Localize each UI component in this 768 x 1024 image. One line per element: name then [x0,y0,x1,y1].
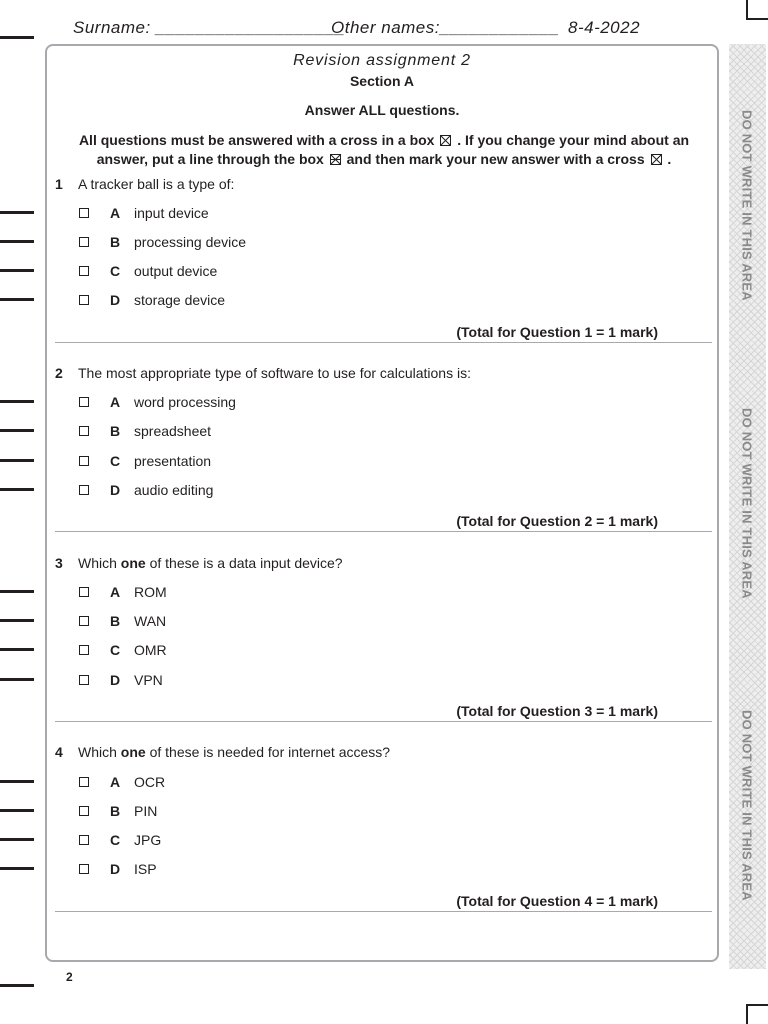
margin-tick [0,809,34,812]
margin-tick [0,240,34,243]
option-letter: B [110,803,121,819]
answer-checkbox[interactable] [79,266,89,276]
option-letter: B [110,423,121,439]
section-heading: Section A [349,73,415,89]
option-text: output device [134,263,218,279]
question-total: (Total for Question 1 = 1 mark) [456,324,658,340]
option-letter: C [110,453,121,469]
margin-tick [0,429,34,432]
candidate-header [0,18,768,42]
question-divider [55,721,712,722]
option-text: processing device [134,234,247,250]
question-number: 2 [55,365,63,381]
answer-checkbox[interactable] [79,426,89,436]
answer-checkbox[interactable] [79,645,89,655]
option-text: PIN [134,803,158,819]
option-letter: A [110,774,121,790]
margin-tick [0,838,34,841]
corner-mark [746,18,768,20]
option-text: VPN [134,672,163,688]
margin-tick [0,298,34,301]
option-letter: B [110,613,121,629]
option-text: storage device [134,292,226,308]
answer-checkbox[interactable] [79,616,89,626]
option-letter: D [110,861,121,877]
option-text: JPG [134,832,162,848]
answer-checkbox[interactable] [79,485,89,495]
instructions-text: All questions must be answered with a cross in a box [78,132,435,148]
margin-tick [0,780,34,783]
struck-crossed-box-icon [330,154,341,165]
answer-checkbox[interactable] [79,777,89,787]
option-letter: D [110,292,121,308]
option-text: presentation [134,453,212,469]
option-letter: A [110,584,121,600]
answer-checkbox[interactable] [79,295,89,305]
question-text: The most appropriate type of software to use for calculations is: [78,365,471,381]
margin-tick [0,211,34,214]
corner-mark [746,0,748,20]
question-number: 3 [55,555,63,571]
option-letter: C [110,642,121,658]
option-letter: B [110,234,121,250]
option-text: ROM [134,584,167,600]
option-letter: C [110,263,121,279]
option-text: OCR [134,774,166,790]
instructions [70,131,698,169]
answer-all-heading: Answer ALL questions. [304,102,460,118]
question-text: A tracker ball is a type of: [78,176,235,192]
answer-checkbox[interactable] [79,587,89,597]
margin-tick [0,619,34,622]
corner-mark [746,1004,748,1024]
side-warning-text: DO NOT WRITE IN THIS AREA [739,110,755,301]
question-divider [55,342,712,343]
instructions-text: and then mark your new answer with a cross [346,151,645,167]
option-letter: A [110,205,121,221]
other-names-field[interactable]: Other names:____________ [331,18,560,37]
margin-mark [0,36,34,39]
question-number: 1 [55,176,63,192]
instructions-text: . If you change your mind about an answer, put a line through the box [96,132,690,167]
answer-checkbox[interactable] [79,835,89,845]
date-label: 8-4-2022 [568,18,641,37]
option-letter: D [110,672,121,688]
margin-tick [0,867,34,870]
question-total: (Total for Question 3 = 1 mark) [456,703,658,719]
option-text: word processing [134,394,236,410]
question-divider [55,531,712,532]
corner-mark [746,1004,768,1006]
margin-tick [0,459,34,462]
margin-tick [0,269,34,272]
option-letter: A [110,394,121,410]
option-text: OMR [134,642,167,658]
answer-checkbox[interactable] [79,237,89,247]
crossed-box-icon [651,154,662,165]
option-text: spreadsheet [134,423,212,439]
question-text: Which one of these is needed for internet access? [78,744,391,760]
question-text: Which one of these is a data input device? [78,555,343,571]
answer-checkbox[interactable] [79,208,89,218]
option-letter: D [110,482,121,498]
margin-tick [0,488,34,491]
margin-mark [0,984,34,987]
option-letter: C [110,832,121,848]
question-number: 4 [55,744,63,760]
answer-checkbox[interactable] [79,456,89,466]
answer-checkbox[interactable] [79,397,89,407]
page-number: 2 [66,970,73,984]
margin-tick [0,678,34,681]
side-warning-text: DO NOT WRITE IN THIS AREA [739,710,755,901]
option-text: input device [134,205,209,221]
option-text: audio editing [134,482,214,498]
question-total: (Total for Question 2 = 1 mark) [456,513,658,529]
question-divider [55,911,712,912]
option-text: WAN [134,613,167,629]
margin-tick [0,400,34,403]
surname-field[interactable]: Surname: ___________________ [73,18,346,37]
crossed-box-icon [440,135,451,146]
side-warning-text: DO NOT WRITE IN THIS AREA [739,408,755,599]
margin-tick [0,648,34,651]
answer-checkbox[interactable] [79,675,89,685]
question-total: (Total for Question 4 = 1 mark) [456,893,658,909]
instructions-text: . [667,151,672,167]
answer-checkbox[interactable] [79,806,89,816]
page-title: Revision assignment 2 [293,52,471,69]
option-text: ISP [134,861,157,877]
margin-tick [0,590,34,593]
answer-checkbox[interactable] [79,864,89,874]
